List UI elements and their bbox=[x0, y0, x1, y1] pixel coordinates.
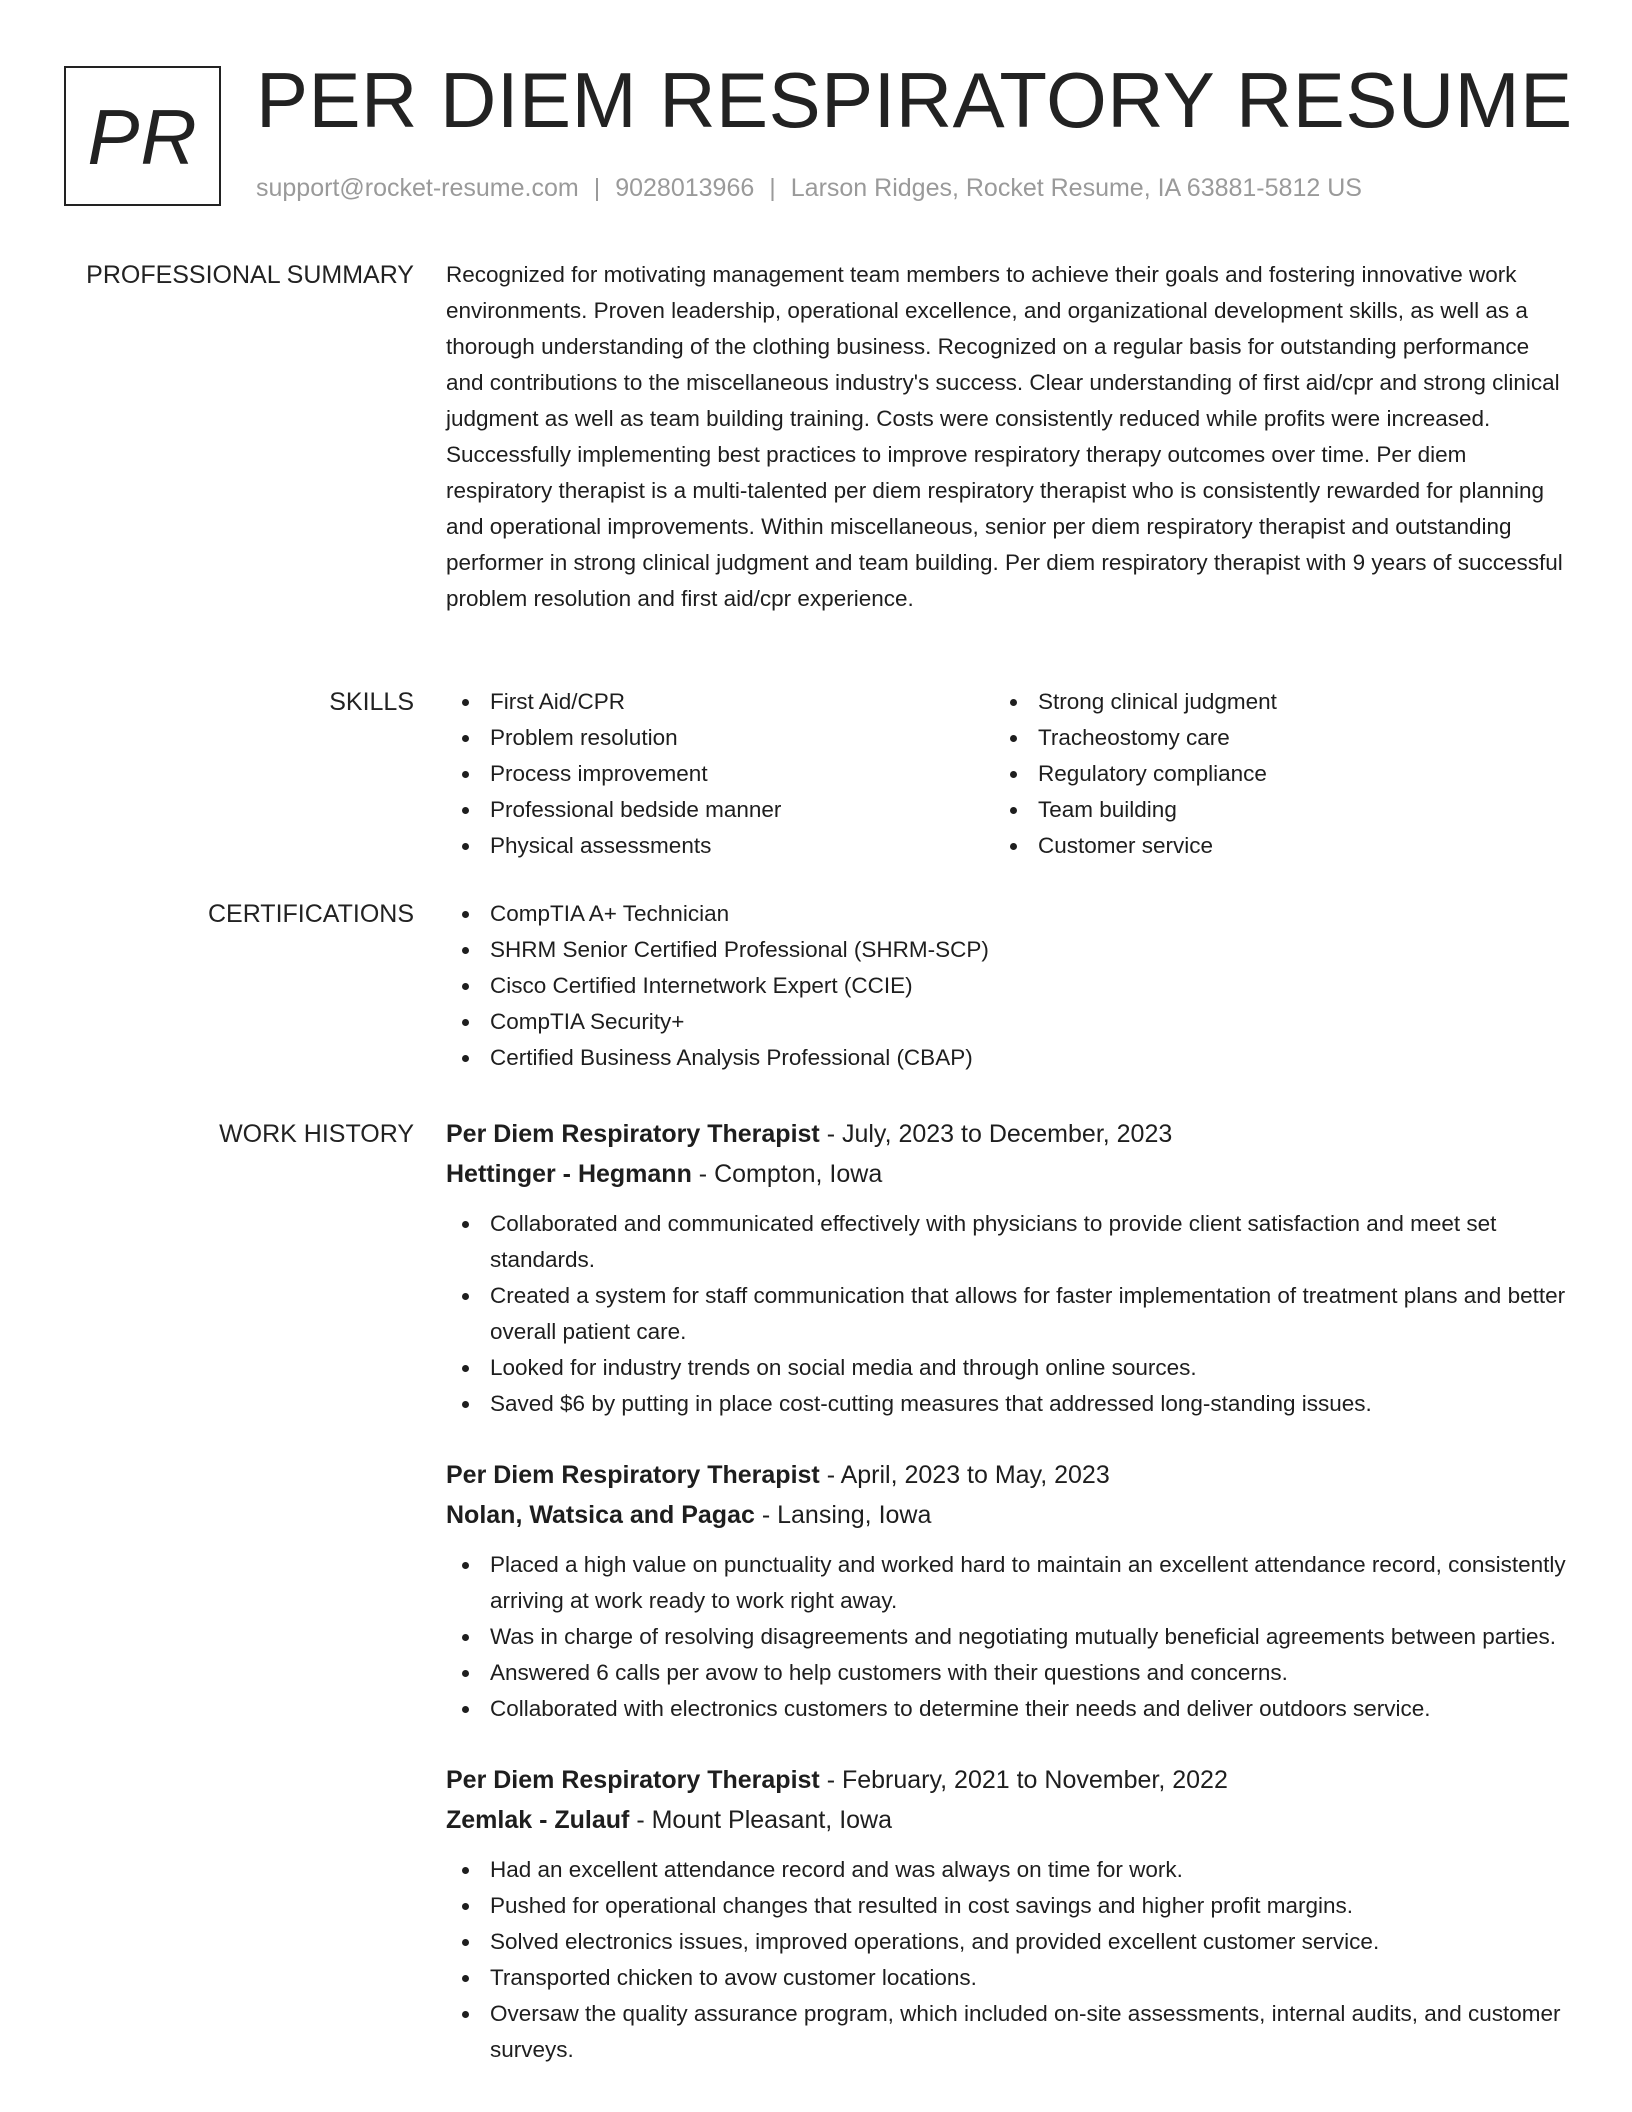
dash: - bbox=[629, 1806, 652, 1834]
skill-item: Strong clinical judgment bbox=[994, 684, 1542, 720]
job-dates: February, 2021 to November, 2022 bbox=[841, 1766, 1228, 1794]
skills-list-left bbox=[446, 684, 994, 864]
job-title: Per Diem Respiratory Therapist bbox=[446, 1461, 820, 1489]
certification-item: SHRM Senior Certified Professional (SHRM-SCP) bbox=[446, 932, 1568, 968]
dash: - bbox=[754, 1501, 778, 1529]
skills-heading: SKILLS bbox=[329, 688, 414, 716]
skill-item: Physical assessments bbox=[446, 828, 994, 864]
job-bullet: Oversaw the quality assurance program, which included on-site assessments, internal audits, and customer surveys. bbox=[446, 1996, 1568, 2068]
job-bullet: Answered 6 calls per avow to help customers with their questions and concerns. bbox=[446, 1655, 1568, 1691]
dash: - bbox=[819, 1461, 841, 1489]
skills-list-right bbox=[994, 684, 1542, 864]
monogram-initials: PR bbox=[87, 92, 198, 181]
skill-item: Tracheostomy care bbox=[994, 720, 1542, 756]
job-company: Nolan, Watsica and Pagac bbox=[446, 1501, 755, 1529]
dash: - bbox=[691, 1160, 715, 1188]
dash: - bbox=[819, 1120, 842, 1148]
job-bullet: Looked for industry trends on social media and through online sources. bbox=[446, 1350, 1568, 1386]
certification-item: CompTIA Security+ bbox=[446, 1004, 1568, 1040]
skill-item: Professional bedside manner bbox=[446, 792, 994, 828]
skill-item: First Aid/CPR bbox=[446, 684, 994, 720]
job-bullet: Collaborated with electronics customers to determine their needs and deliver outdoors service. bbox=[446, 1691, 1568, 1727]
contact-separator: | bbox=[769, 174, 776, 202]
skill-item: Customer service bbox=[994, 828, 1542, 864]
job-bullet: Saved $6 by putting in place cost-cutting measures that addressed long-standing issues. bbox=[446, 1386, 1568, 1422]
job-bullet: Solved electronics issues, improved operations, and provided excellent customer service. bbox=[446, 1924, 1568, 1960]
job-bullet: Had an excellent attendance record and was always on time for work. bbox=[446, 1852, 1568, 1888]
job-bullet: Was in charge of resolving disagreements and negotiating mutually beneficial agreements between parties. bbox=[446, 1619, 1568, 1655]
job-bullet: Placed a high value on punctuality and worked hard to maintain an excellent attendance record, consistently arriving at work ready to work right away. bbox=[446, 1547, 1568, 1619]
certification-item: Cisco Certified Internetwork Expert (CCIE) bbox=[446, 968, 1568, 1004]
dash: - bbox=[819, 1766, 842, 1794]
contact-line bbox=[256, 174, 1362, 203]
job-bullets bbox=[446, 1547, 1568, 1727]
certification-item: CompTIA A+ Technician bbox=[446, 896, 1568, 932]
job-dates: April, 2023 to May, 2023 bbox=[840, 1461, 1110, 1489]
certification-item: Certified Business Analysis Professional (CBAP) bbox=[446, 1040, 1568, 1076]
job-title: Per Diem Respiratory Therapist bbox=[446, 1766, 820, 1794]
job-bullet: Pushed for operational changes that resulted in cost savings and higher profit margins. bbox=[446, 1888, 1568, 1924]
job-bullet: Created a system for staff communication that allows for faster implementation of treatment plans and better overall patient care. bbox=[446, 1278, 1568, 1350]
monogram-logo bbox=[64, 66, 221, 206]
skill-item: Process improvement bbox=[446, 756, 994, 792]
job-bullet: Transported chicken to avow customer locations. bbox=[446, 1960, 1568, 1996]
job-bullet: Collaborated and communicated effectively with physicians to provide client satisfaction and meet set standards. bbox=[446, 1206, 1568, 1278]
skill-item: Team building bbox=[994, 792, 1542, 828]
job-dates: July, 2023 to December, 2023 bbox=[841, 1120, 1173, 1148]
job-location: Mount Pleasant, Iowa bbox=[651, 1806, 893, 1834]
job-company: Zemlak - Zulauf bbox=[446, 1806, 630, 1834]
resume-title: PER DIEM RESPIRATORY RESUME bbox=[256, 56, 1573, 144]
job-bullets bbox=[446, 1206, 1568, 1422]
skill-item: Problem resolution bbox=[446, 720, 994, 756]
job-location: Lansing, Iowa bbox=[777, 1501, 932, 1529]
job-entry bbox=[446, 1760, 1568, 2068]
summary-text: Recognized for motivating management team members to achieve their goals and fostering innovative work environments. Proven leadership, operational excellence, and organizational development skills, as well as a thorough understanding of the clothing business. Recognized on a regular basis for outstanding performance and contributions to the miscellaneous industry's success. Clear understanding of first aid/cpr and strong clinical judgment as well as team building training. Costs were consistently reduced while profits were increased. Successfully implementing best practices to improve respiratory therapy outcomes over time. Per diem respiratory therapist is a multi-talented per diem respiratory therapist who is consistently rewarded for planning and operational improvements. Within miscellaneous, senior per diem respiratory therapist and outstanding performer in strong clinical judgment and team building. Per diem respiratory therapist with 9 years of successful problem resolution and first aid/cpr experience. bbox=[446, 262, 1563, 611]
contact-address: Larson Ridges, Rocket Resume, IA 63881-5812 US bbox=[790, 174, 1362, 202]
contact-separator: | bbox=[593, 174, 601, 202]
summary-heading: PROFESSIONAL SUMMARY bbox=[86, 261, 414, 289]
job-bullets bbox=[446, 1852, 1568, 2068]
certifications-list bbox=[446, 896, 1568, 1076]
certifications-heading: CERTIFICATIONS bbox=[207, 900, 414, 928]
job-entry bbox=[446, 1114, 1568, 1422]
job-location: Compton, Iowa bbox=[714, 1160, 883, 1188]
job-company: Hettinger - Hegmann bbox=[446, 1160, 692, 1188]
work-history-heading: WORK HISTORY bbox=[219, 1120, 414, 1148]
job-title: Per Diem Respiratory Therapist bbox=[446, 1120, 820, 1148]
contact-phone: 9028013966 bbox=[615, 174, 755, 202]
contact-email: support@rocket-resume.com bbox=[256, 174, 579, 202]
job-entry bbox=[446, 1455, 1568, 1727]
skill-item: Regulatory compliance bbox=[994, 756, 1542, 792]
